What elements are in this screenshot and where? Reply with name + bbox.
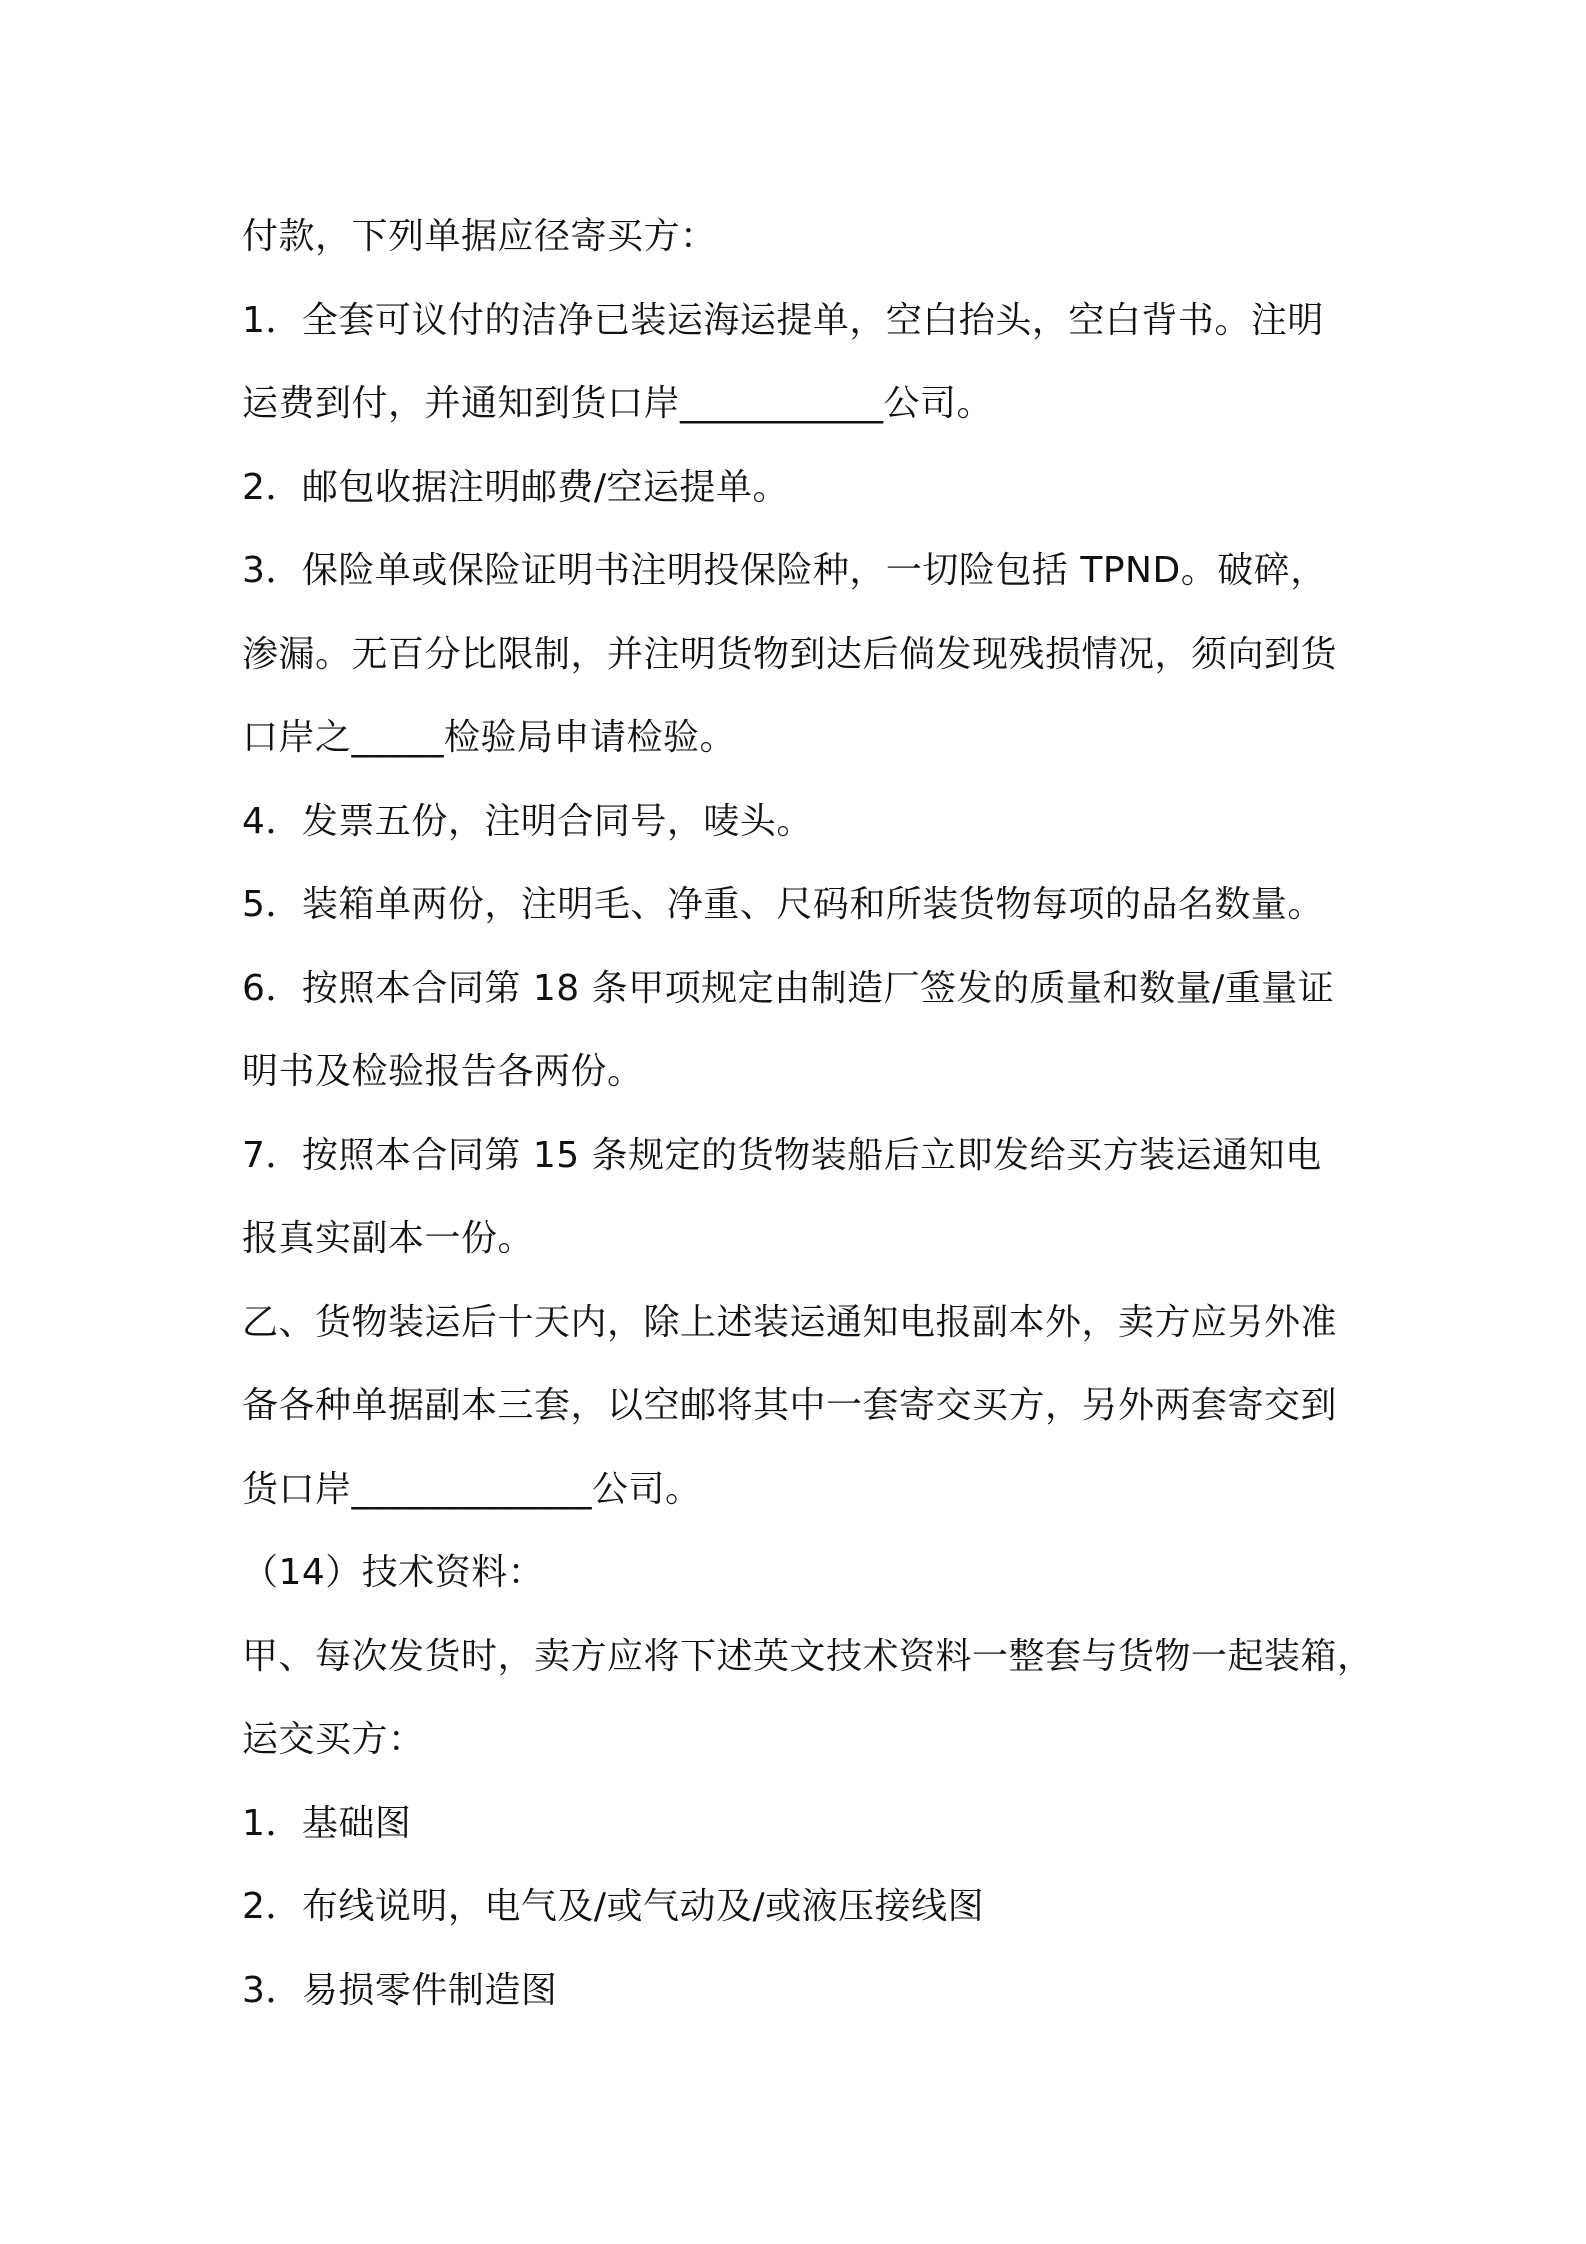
text-line-3: 运费到付，并通知到货口岸___________公司。: [242, 383, 994, 424]
text-line-16: 货口岸_____________公司。: [242, 1468, 702, 1510]
document-body: [242, 195, 1374, 2032]
text-line-6: 渗漏。无百分比限制，并注明货物到达后倘发现残损情况，须向到货: [242, 633, 1338, 675]
text-line-18: 甲、每次发货时，卖方应将下述英文技术资料一整套与货物一起装箱，: [242, 1635, 1374, 1677]
text-line-17: （14）技术资料：: [242, 1552, 545, 1593]
text-line-11: 明书及检验报告各两份。: [242, 1051, 644, 1092]
text-line-19: 运交买方：: [242, 1719, 425, 1760]
text-line-10: 6．按照本合同第 18 条甲项规定由制造厂签发的质量和数量/重量证: [242, 967, 1335, 1009]
text-line-8: 4．发票五份，注明合同号，唛头。: [242, 800, 813, 842]
text-line-15: 备各种单据副本三套，以空邮将其中一套寄交买方，另外两套寄交到: [242, 1385, 1338, 1426]
text-line-14: 乙、货物装运后十天内，除上述装运通知电报副本外，卖方应另外准: [242, 1301, 1338, 1343]
text-line-21: 2．布线说明，电气及/或气动及/或液压接线图: [242, 1886, 985, 1927]
text-line-2: 1．全套可议付的洁净已装运海运提单，空白抬头，空白背书。注明: [242, 299, 1324, 341]
text-line-13: 报真实副本一份。: [242, 1218, 535, 1259]
text-line-5: 3．保险单或保险证明书注明投保险种，一切险包括 TPND。破碎，: [242, 550, 1327, 591]
text-line-7: 口岸之_____检验局申请检验。: [242, 717, 737, 758]
text-line-12: 7．按照本合同第 15 条规定的货物装船后立即发给买方装运通知电: [242, 1134, 1322, 1176]
text-line-9: 5．装箱单两份，注明毛、净重、尺码和所装货物每项的品名数量。: [242, 884, 1324, 925]
text-line-22: 3．易损零件制造图: [242, 1969, 558, 2011]
text-line-1: 付款，下列单据应径寄买方：: [242, 216, 717, 257]
text-line-20: 1．基础图: [242, 1802, 412, 1844]
text-line-4: 2．邮包收据注明邮费/空运提单。: [242, 466, 790, 508]
